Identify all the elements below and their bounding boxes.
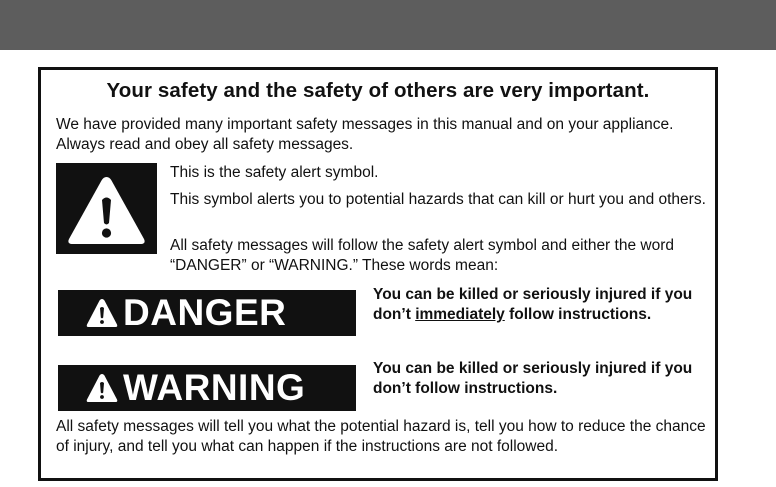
header-band — [0, 0, 776, 50]
warning-banner — [58, 365, 356, 411]
warning-word: WARNING — [123, 367, 306, 408]
danger-word: DANGER — [123, 292, 287, 333]
warning-description: You can be killed or seriously injured if you don’t follow instructions. — [373, 360, 693, 397]
safety-alert-symbol-icon — [56, 163, 157, 254]
danger-description: You can be killed or seriously injured if you don’t immediately follow instructions. — [373, 286, 693, 323]
danger-banner — [58, 290, 356, 336]
warning-alert-icon — [85, 372, 119, 404]
outro-paragraph: All safety messages will tell you what the potential hazard is, tell you how to reduce the chance of injury, and tell you what can happen if the instructions are not followed. — [56, 418, 706, 455]
danger-alert-icon — [85, 297, 119, 329]
notice-title: Your safety and the safety of others are very important. — [106, 79, 650, 102]
symbol-line-2: This symbol alerts you to potential hazards that can kill or hurt you and others. — [170, 191, 706, 208]
emphasis-immediately: immediately — [415, 306, 505, 323]
symbol-line-3: All safety messages will follow the safety alert symbol and either the word “DANGER” or “WARNING.” These words mean: — [170, 237, 674, 274]
safety-notice-box — [38, 67, 718, 481]
intro-paragraph: We have provided many important safety messages in this manual and on your appliance. Always read and obey all safety messages. — [56, 116, 674, 153]
symbol-line-1: This is the safety alert symbol. — [170, 164, 379, 181]
